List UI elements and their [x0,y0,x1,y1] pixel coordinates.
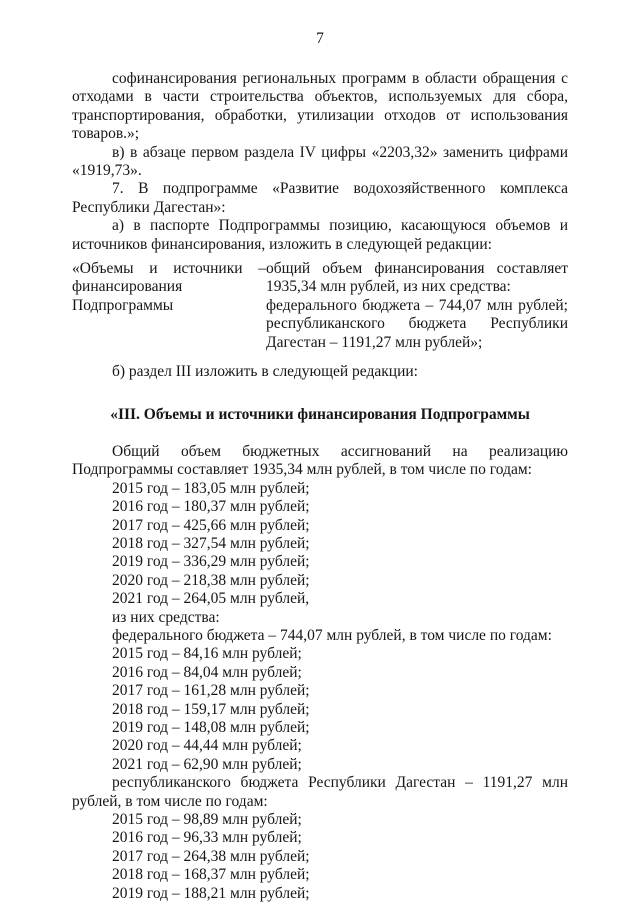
list-item: 2016 год – 84,04 млн рублей; [112,663,302,681]
label-dash: – [258,260,266,278]
list-item: 2015 год – 98,89 млн рублей; [112,811,302,829]
paragraph-continuation [72,70,568,144]
list-item: 2020 год – 218,38 млн рублей; [112,571,310,589]
paragraph-item-b: б) раздел III изложить в следующей редакции: [112,363,418,381]
list-item: 2019 год – 148,08 млн рублей; [112,719,310,736]
federal-by-year-list [72,645,568,774]
text-line: Общий объем бюджетных ассигнований на реализацию [112,442,568,460]
passport-value-line: общий объем финансирования составляет [266,260,568,278]
text-line: Подпрограммы составляет 1935,34 млн рублей, в том числе по годам: [72,461,532,479]
list-item: 2018 год – 168,37 млн рублей; [112,866,310,884]
list-item: 2018 год – 159,17 млн рублей; [112,700,310,718]
text-line: софинансирования региональных программ в области обращения с [112,70,568,87]
text-line: а) в паспорте Подпрограммы позицию, касающуюся объемов и [112,217,568,235]
list-item: 2021 год – 264,05 млн рублей, [112,590,310,608]
text-line: в) в абзаце первом раздела IV цифры «2203,32» заменить цифрами [112,143,568,161]
list-item: 2019 год – 336,29 млн рублей; [112,553,310,571]
text-line: отходами в части строительства объектов, используемых для сбора, [72,88,568,106]
list-item: 2017 год – 425,66 млн рублей; [112,516,310,534]
paragraph-item-7 [72,180,568,217]
document-body [72,70,568,903]
text-line: республиканского бюджета Республики Дагестан – 1191,27 млн [112,774,568,792]
passport-label-line: Подпрограммы [72,296,174,314]
total-by-year-list [72,480,568,609]
text-line: рублей, в том числе по годам: [72,792,268,810]
page-number: 7 [316,30,324,47]
passport-label-line [72,260,266,278]
section-heading: «III. Объемы и источники финансирования Подпрограммы [110,405,530,423]
list-item: 2016 год – 96,33 млн рублей; [112,829,302,847]
list-item: 2021 год – 62,90 млн рублей; [112,755,302,773]
label-word: «Объемы [72,260,134,278]
passport-value-line: Дагестан – 1191,27 млн рублей»; [266,333,483,351]
federal-budget-intro: федерального бюджета – 744,07 млн рублей, в том числе по годам: [112,626,552,644]
text-line: 7. В подпрограмме «Развитие водохозяйственного комплекса [112,180,568,198]
text-line: транспортирования, обработки, утилизации отходов от использования [72,106,568,124]
republic-by-year-list [72,811,568,903]
text-line: «1919,73». [72,162,142,180]
list-item: 2017 год – 161,28 млн рублей; [112,682,310,700]
label-word: и [149,260,158,278]
list-item: 2018 год – 327,54 млн рублей; [112,534,310,552]
passport-value-line: республиканского бюджета Республики [266,315,568,333]
sources-intro: из них средства: [112,608,220,626]
passport-value-line: федерального бюджета – 744,07 млн рублей; [266,296,568,314]
text-line: источников финансирования, изложить в следующей редакции: [72,235,492,253]
text-line: товаров.»; [72,125,140,143]
list-item: 2015 год – 84,16 млн рублей; [112,645,302,663]
list-item: 2020 год – 44,44 млн рублей; [112,737,302,755]
list-item: 2016 год – 180,37 млн рублей; [112,498,310,516]
list-item: 2015 год – 183,05 млн рублей; [112,479,310,497]
paragraph-item-v [72,144,568,181]
paragraph-total-volume [72,443,568,480]
list-item: 2019 год – 188,21 млн рублей; [112,884,310,902]
republic-budget-intro [72,774,568,811]
paragraph-item-a [72,217,568,254]
passport-table [72,260,568,352]
passport-label-column [72,260,266,352]
label-word: источники [173,260,243,278]
passport-value-column [266,260,568,352]
text-line: Республики Дагестан»: [72,198,226,216]
list-item: 2017 год – 264,38 млн рублей; [112,847,310,865]
passport-label-line: финансирования [72,278,183,296]
passport-value-line: 1935,34 млн рублей, из них средства: [266,278,511,296]
